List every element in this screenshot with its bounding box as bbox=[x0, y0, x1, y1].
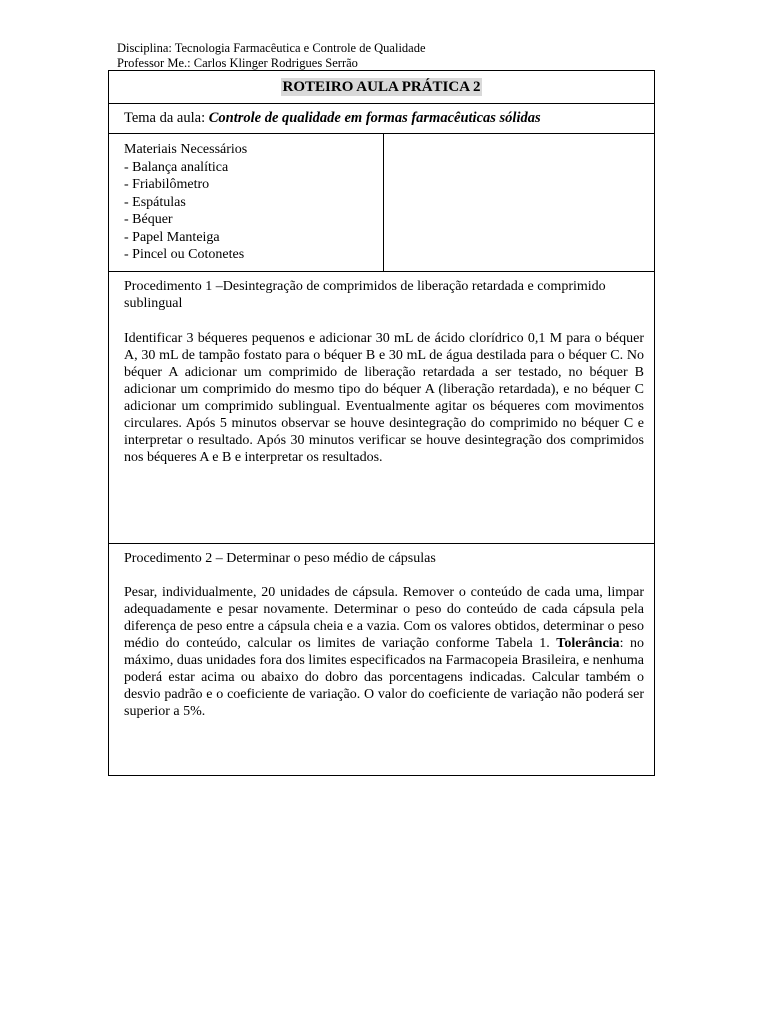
title-row bbox=[109, 71, 654, 104]
materials-row bbox=[109, 134, 654, 272]
tema-label: Tema da aula: bbox=[124, 110, 209, 126]
procedure-2-row bbox=[109, 544, 654, 777]
materials-list bbox=[124, 141, 247, 264]
list-item: - Béquer bbox=[124, 212, 173, 227]
list-item: - Friabilômetro bbox=[124, 177, 210, 192]
discipline-line: Disciplina: Tecnologia Farmacêutica e Controle de Qualidade bbox=[117, 41, 426, 55]
tema-value: Controle de qualidade em formas farmacêuticas sólidas bbox=[208, 110, 541, 126]
procedure-2-body bbox=[124, 584, 644, 720]
tema-row bbox=[109, 104, 654, 134]
professor-line: Professor Me.: Carlos Klinger Rodrigues Serrão bbox=[117, 56, 358, 70]
list-item: - Pincel ou Cotonetes bbox=[124, 247, 245, 262]
procedure-1-title: Procedimento 1 –Desintegração de comprimidos de liberação retardada e comprimido sublingual bbox=[124, 279, 606, 311]
lab-script-table bbox=[108, 70, 655, 776]
list-item: - Balança analítica bbox=[124, 159, 229, 175]
materials-heading: Materiais Necessários bbox=[124, 142, 248, 157]
materials-cell bbox=[109, 134, 384, 271]
procedure-1-body: Identificar 3 béqueres pequenos e adicionar 30 mL de ácido clorídrico 0,1 M para o béquer A, 30 mL de tampão fostato para o béquer B e 30 mL de água destilada para o béquer C. No béquer A adicionar um comprimido de liberação retardada a ser testado, no béquer B adicionar um comprimido do mesmo tipo do béquer A (liberação retardada), e no béquer C adicionar um comprimido sublingual. Eventualmente agitar os béqueres com movimentos circulares. Após 5 minutos observar se houve desintegração do comprimido no béquer C e interpretar o resultado. Após 30 minutos verificar se houve desintegração dos comprimidos nos béqueres A e B e interpretar os resultados. bbox=[124, 331, 644, 465]
page-title: ROTEIRO AULA PRÁTICA 2 bbox=[282, 79, 481, 95]
tolerance-label: Tolerância bbox=[556, 636, 620, 651]
procedure-2-text-b: : no máximo, duas unidades fora dos limites especificados na Farmacopeia Brasileira, e nenhuma poderá estar acima ou abaixo do dobro das porcentagens indicadas. Calcular também o desvio padrão e o coeficiente de variação. O valor do coeficiente de variação não poderá ser superior a 5%. bbox=[124, 636, 644, 719]
document-header bbox=[117, 41, 426, 71]
list-item: - Papel Manteiga bbox=[124, 229, 220, 245]
procedure-1-row bbox=[109, 272, 654, 544]
list-item: - Espátulas bbox=[124, 194, 186, 210]
procedure-2-text-a: Pesar, individualmente, 20 unidades de cápsula. Remover o conteúdo de cada uma, limpar adequadamente e pesar novamente. Determinar o peso do conteúdo de cada cápsula pela diferença de peso entre a cápsula cheia e a vazia. Com os valores obtidos, determinar o peso médio do conteúdo, calcular os limites de variação conforme Tabela 1. bbox=[124, 585, 644, 651]
procedure-2-title: Procedimento 2 – Determinar o peso médio de cápsulas bbox=[124, 551, 436, 566]
